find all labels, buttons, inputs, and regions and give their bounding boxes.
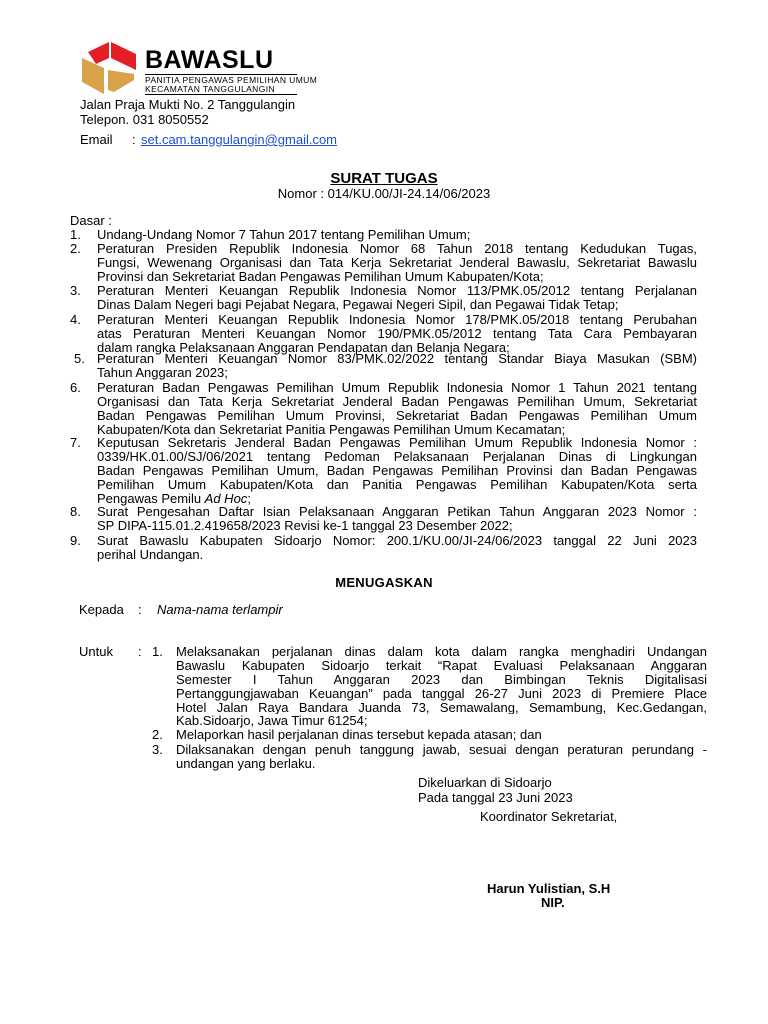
- list-item-line: Organisasi dan Tata Kerja Sekretariat Jenderal Badan Pengawas Pemilihan Umum, Sekretariat: [97, 394, 697, 409]
- list-item-line: Bawaslu Kabupaten Sidoarjo terkait “Rapat Evaluasi Pelaksanaan Anggaran: [176, 658, 707, 673]
- signer-nip: NIP.: [541, 895, 565, 910]
- dasar-item-text: [97, 228, 697, 242]
- org-subtitle-2: KECAMATAN TANGGULANGIN: [145, 85, 297, 95]
- dasar-item-number: 5.: [74, 351, 85, 366]
- email-link[interactable]: set.cam.tanggulangin@gmail.com: [141, 132, 338, 147]
- list-item-line: Dinas Dalam Negeri bagi Pejabat Negara, Pegawai Negeri Sipil, dan Pegawai Tidak Tetap;: [97, 297, 619, 312]
- dasar-item-text: [97, 313, 697, 355]
- list-item-line: Tahun Anggaran 2023;: [97, 365, 228, 380]
- untuk-separator: :: [138, 644, 142, 659]
- list-item-line: Badan Pengawas Pemilihan Umum, Badan Pengawas Pemilihan Provinsi dan Badan Pengawas: [97, 463, 697, 478]
- list-item-line: Surat Bawaslu Kabupaten Sidoarjo Nomor: 200.1/KU.00/JI-24/06/2023 tanggal 22 Juni 2023: [97, 534, 697, 548]
- dasar-text-segment: ;: [247, 490, 251, 506]
- list-item-line: Dilaksanakan dengan penuh tanggung jawab, sesuai dengan peraturan perundang -: [176, 743, 707, 757]
- dasar-item-text: [97, 505, 697, 533]
- signer-title: Koordinator Sekretariat,: [480, 809, 618, 824]
- list-item-line: Peraturan Menteri Keuangan Republik Indonesia Nomor 178/PMK.05/2018 tentang Perubahan: [97, 313, 697, 327]
- list-item-line: Peraturan Menteri Keuangan Republik Indonesia Nomor 113/PMK.05/2012 tentang Perjalanan: [97, 284, 697, 298]
- list-item-line: perihal Undangan.: [97, 547, 204, 562]
- list-item-line: undangan yang berlaku.: [176, 756, 316, 771]
- list-item-line: atas Peraturan Menteri Keuangan Nomor 190/PMK.05/2012 tentang Tata Cara Pembayaran: [97, 326, 697, 341]
- dasar-item-number: 1.: [70, 227, 81, 242]
- list-item-line: Peraturan Menteri Keuangan Nomor 83/PMK.02/2022 tentang Standar Biaya Masukan (SBM): [97, 352, 697, 366]
- dasar-item-text: [97, 284, 697, 312]
- untuk-item-text: [176, 743, 707, 771]
- email-separator: :: [132, 132, 136, 147]
- kepada-label: Kepada: [79, 602, 124, 617]
- list-item-line: dalam rangka Pelaksanaan Anggaran Pendapatan dan Belanja Negara;: [97, 340, 510, 355]
- untuk-item-text: [176, 645, 707, 728]
- signer-name: Harun Yulistian, S.H: [487, 881, 611, 896]
- untuk-item-number: 3.: [152, 742, 163, 757]
- list-item-line: Surat Pengesahan Daftar Isian Pelaksanaan Anggaran Petikan Tahun Anggaran 2023 Nomor :: [97, 505, 697, 519]
- list-item-line: Semester I Tahun Anggaran 2023 dan Bimbingan Teknis Digitalisasi: [176, 672, 707, 687]
- dasar-item-number: 8.: [70, 504, 81, 519]
- dasar-item-number: 7.: [70, 435, 81, 450]
- dasar-item-number: 4.: [70, 312, 81, 327]
- dasar-item-text: [97, 534, 697, 562]
- menugaskan-heading: MENUGASKAN: [335, 575, 433, 590]
- document-title: SURAT TUGAS: [330, 170, 438, 187]
- dasar-item-text: [97, 381, 697, 437]
- org-subtitle-1: PANITIA PENGAWAS PEMILIHAN UMUM: [145, 75, 318, 85]
- dasar-item-number: 9.: [70, 533, 81, 548]
- list-item-line: Pertanggungjawaban Keuangan” pada tanggal 26-27 Juni 2023 di Premiere Place: [176, 686, 707, 701]
- list-item-line: Kab.Sidoarjo, Jawa Timur 61254;: [176, 714, 368, 729]
- dasar-text-segment: Pengawas Pemilu: [97, 490, 205, 506]
- list-item-line: Keputusan Sekretaris Jenderal Badan Pengawas Pemilihan Umum Republik Indonesia Nomor :: [97, 436, 697, 450]
- list-item-line: Melaksanakan perjalanan dinas dalam kota dalam rangka menghadiri Undangan: [176, 645, 707, 659]
- brand-block: [145, 46, 318, 95]
- dasar-item-line-last: [97, 492, 697, 506]
- issued-place: Dikeluarkan di Sidoarjo: [418, 775, 552, 790]
- phone: Telepon. 031 8050552: [80, 112, 209, 127]
- bawaslu-logo-icon: [78, 40, 140, 101]
- kepada-separator: :: [138, 602, 142, 617]
- email-label: Email: [80, 132, 113, 147]
- dasar-item-text: [97, 242, 697, 284]
- list-item-line: SP DIPA-115.01.2.419658/2023 Revisi ke-1 tanggal 23 Desember 2022;: [97, 518, 513, 533]
- list-item-line: Provinsi dan Sekretariat Badan Pengawas Pemilihan Umum Kabupaten/Kota;: [97, 269, 544, 284]
- list-item-line: Hotel Jalan Raya Bandara Juanda 73, Semawalang, Semambung, Kec.Gedangan,: [176, 700, 707, 715]
- org-name: BAWASLU: [145, 46, 274, 74]
- dasar-item-number: 3.: [70, 283, 81, 298]
- untuk-item-number: 1.: [152, 644, 163, 659]
- untuk-label: Untuk: [79, 644, 113, 659]
- list-item-line: Peraturan Presiden Republik Indonesia Nomor 68 Tahun 2018 tentang Kedudukan Tugas,: [97, 242, 697, 256]
- issued-date: Pada tanggal 23 Juni 2023: [418, 790, 573, 805]
- list-item-line: Undang-Undang Nomor 7 Tahun 2017 tentang Pemilihan Umum;: [97, 228, 471, 242]
- dasar-item-number: 2.: [70, 241, 81, 256]
- list-item-line: Peraturan Badan Pengawas Pemilihan Umum Republik Indonesia Nomor 1 Tahun 2021 tentang: [97, 381, 697, 395]
- untuk-item-text: [176, 728, 707, 742]
- address: Jalan Praja Mukti No. 2 Tanggulangin: [80, 97, 296, 112]
- dasar-label: Dasar :: [70, 213, 112, 228]
- list-item-line: Badan Pengawas Pemilihan Umum Provinsi, Sekretariat Badan Pengawas Pemilihan Umum: [97, 408, 697, 423]
- list-item-line: Pemilihan Umum Kabupaten/Kota dan Panitia Pengawas Pemilihan Kabupaten/Kota serta: [97, 477, 697, 492]
- kepada-value: Nama-nama terlampir: [157, 602, 283, 617]
- document-number: Nomor : 014/KU.00/JI-24.14/06/2023: [277, 186, 491, 201]
- dasar-text-italic: Ad Hoc: [204, 490, 248, 506]
- untuk-item-number: 2.: [152, 727, 163, 742]
- list-item-line: Fungsi, Wewenang Organisasi dan Tata Kerja Sekretariat Jenderal Bawaslu, Sekretariat Bawaslu: [97, 255, 697, 270]
- list-item-line: Melaporkan hasil perjalanan dinas tersebut kepada atasan; dan: [176, 728, 542, 742]
- dasar-item-text: [97, 436, 697, 506]
- list-item-line: Kabupaten/Kota dan Sekretariat Panitia Pengawas Pemilihan Umum Kecamatan;: [97, 422, 566, 437]
- list-item-line: 0339/HK.01.00/SJ/06/2021 tentang Pedoman Pelaksanaan Perjalanan Dinas di Lingkungan: [97, 449, 697, 464]
- dasar-item-text: [97, 352, 697, 380]
- dasar-item-number: 6.: [70, 380, 81, 395]
